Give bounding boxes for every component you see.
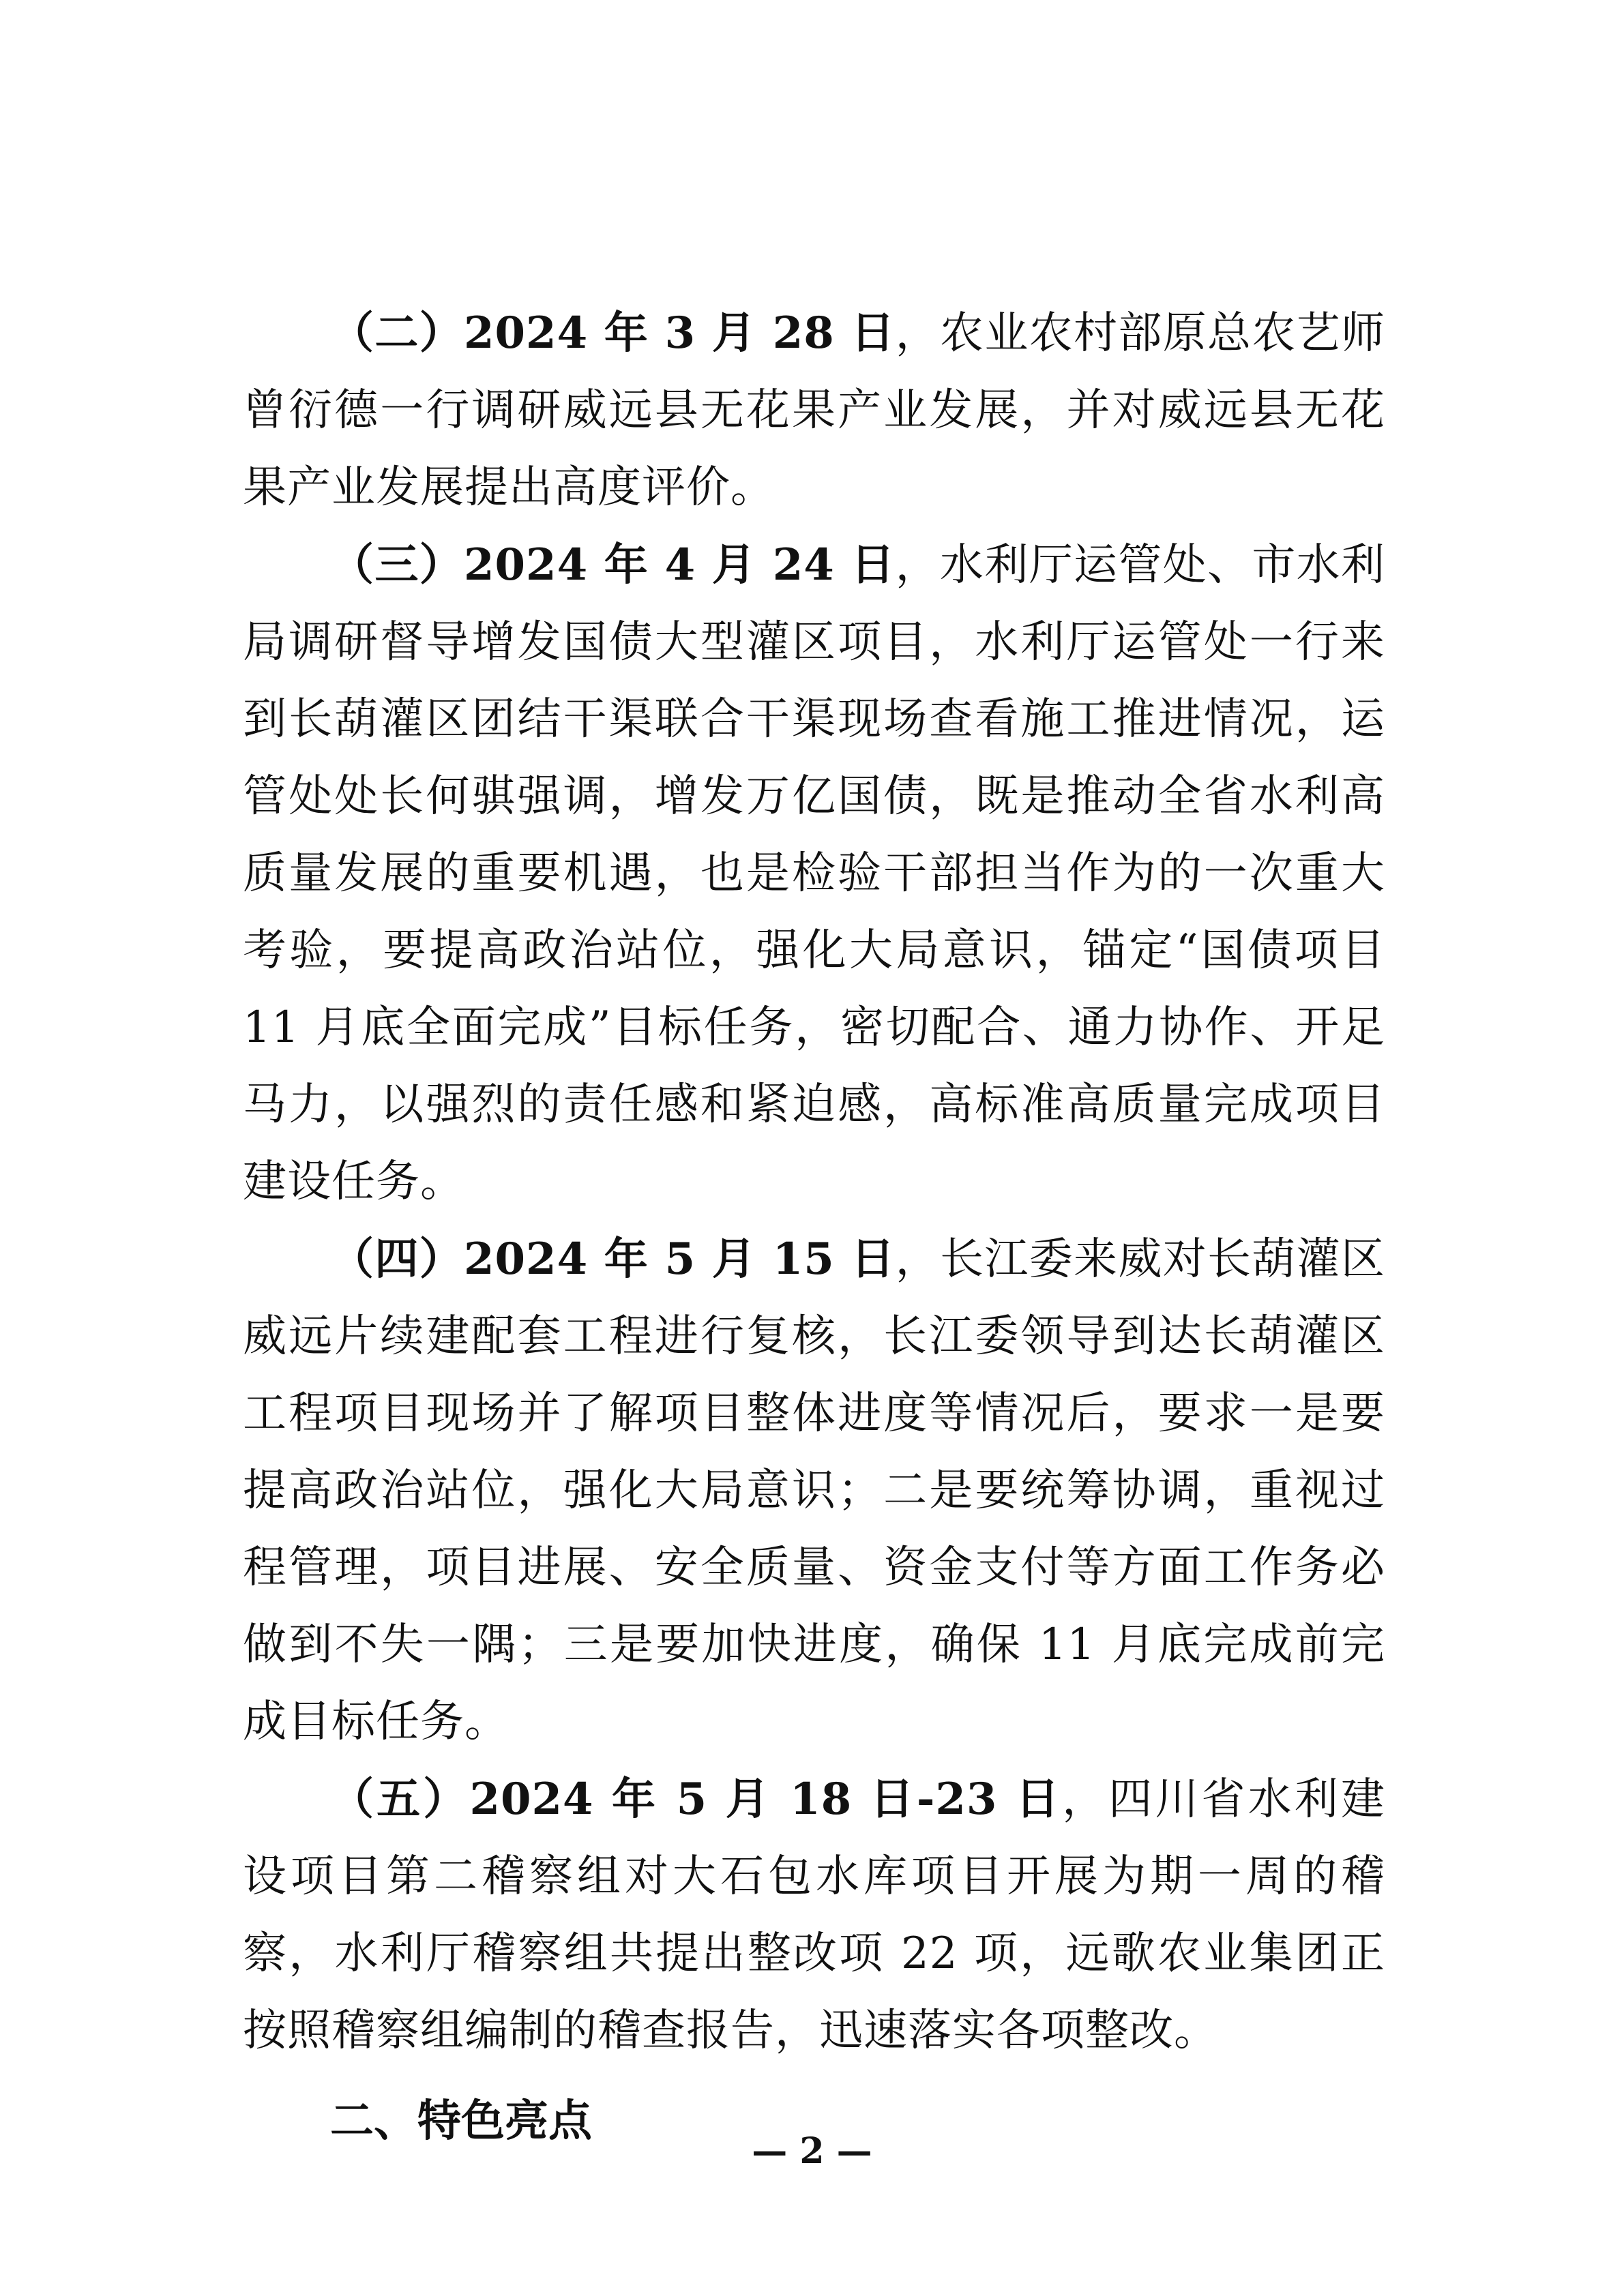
paragraph-5: [243, 1761, 1385, 2070]
paragraph-text: ，水利厅运管处、市水利局调研督导增发国债大型灌区项目，水利厅运管处一行来到长葫灌区团结干渠联合干渠现场查看施工推进情况，运管处处长何骐强调，增发万亿国债，既是推动全省水利高质量发展的重要机遇，也是检验干部担当作为的一次重大考验，要提高政治站位，强化大局意识，锚定“国债项目 11 月底全面完成”目标任务，密切配合、通力协作、开足马力，以强烈的责任感和紧迫感，高标准高质量完成项目建设任务。: [243, 540, 1386, 1207]
paragraph-text: ，四川省水利建设项目第二稽察组对大石包水库项目开展为期一周的稽察，水利厅稽察组共提出整改项 22 项，远歌农业集团正按照稽察组编制的稽查报告，迅速落实各项整改。: [243, 1774, 1385, 2056]
paragraph-text: ，农业农村部原总农艺师曾衍德一行调研威远县无花果产业发展，并对威远县无花果产业发展提出高度评价。: [243, 308, 1386, 513]
paragraph-4: [243, 1221, 1385, 1761]
paragraph-lead: （三）2024 年 4 月 24 日: [330, 539, 896, 591]
document-body: [243, 295, 1385, 2160]
paragraph-2: [243, 295, 1385, 526]
paragraph-lead: （二）2024 年 3 月 28 日: [330, 308, 896, 359]
paragraph-3: [243, 526, 1385, 1221]
paragraph-text: ，长江委来威对长葫灌区威远片续建配套工程进行复核，长江委领导到达长葫灌区工程项目现场并了解项目整体进度等情况后，要求一是要提高政治站位，强化大局意识；二是要统筹协调，重视过程管理，项目进展、安全质量、资金支付等方面工作务必做到不失一隅；三是要加快进度，确保 11 月底完成前完成目标任务。: [243, 1234, 1386, 1747]
paragraph-lead: （五）2024 年 5 月 18 日-23 日: [330, 1774, 1063, 1825]
section-heading: 二、特色亮点: [330, 2096, 592, 2147]
page-number: — 2 —: [752, 2130, 872, 2172]
paragraph-lead: （四）2024 年 5 月 15 日: [330, 1234, 896, 1285]
